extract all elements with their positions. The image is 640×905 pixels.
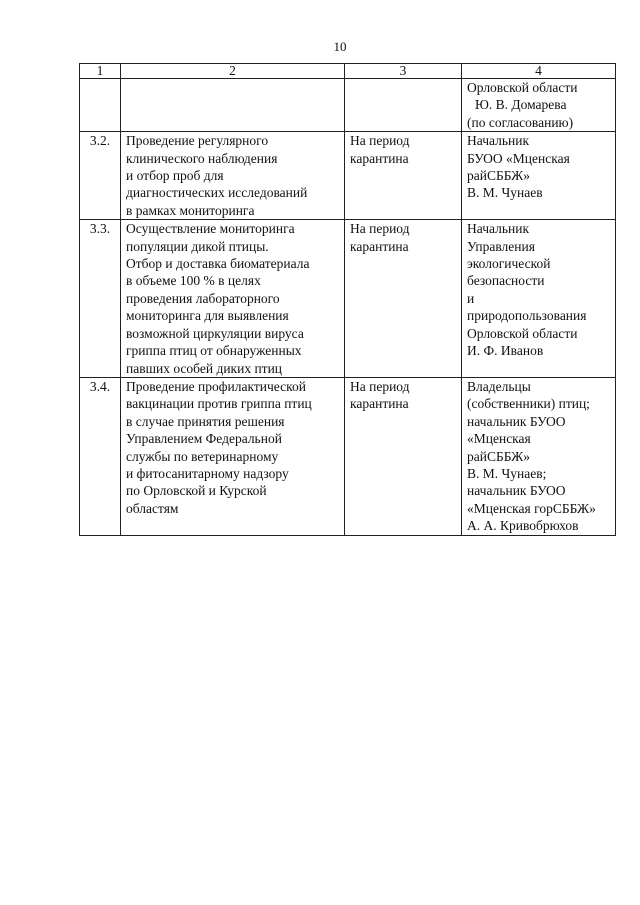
action-line: павших особей диких птиц	[126, 360, 283, 376]
period-line: На период	[350, 378, 410, 394]
number-cell	[80, 79, 121, 132]
action-line: клинического наблюдения	[126, 150, 278, 166]
responsible-line: БУОО «Мценская	[467, 150, 570, 166]
responsible-line: начальник БУОО	[467, 413, 566, 429]
action-line: мониторинга для выявления	[126, 308, 289, 324]
action-line: службы по ветеринарному	[126, 448, 279, 464]
responsible-cell	[462, 79, 616, 132]
action-line: и отбор проб для	[126, 168, 224, 184]
responsible-line: И. Ф. Иванов	[467, 343, 544, 359]
action-line: Отбор и доставка биоматериала	[126, 256, 310, 272]
row-number: 3.4.	[80, 377, 121, 535]
responsible-line: безопасности	[467, 273, 545, 289]
responsible-line: Управления	[467, 238, 535, 254]
action-cell	[121, 132, 345, 220]
table-row	[80, 377, 616, 535]
action-line: Проведение регулярного	[126, 133, 269, 149]
period-line: карантина	[350, 396, 409, 412]
responsible-line: Владельцы	[467, 378, 531, 394]
action-line: вакцинации против гриппа птиц	[126, 396, 312, 412]
action-line: по Орловской и Курской	[126, 483, 267, 499]
period-line: карантина	[350, 238, 409, 254]
action-line: и фитосанитарному надзору	[126, 465, 289, 481]
responsible-cell	[462, 132, 616, 220]
header-cell-4: 4	[462, 64, 616, 79]
responsible-line: Ю. В. Домарева	[475, 97, 567, 113]
responsible-line: райСББЖ»	[467, 168, 530, 184]
header-cell-3: 3	[345, 64, 462, 79]
period-line: карантина	[350, 150, 409, 166]
responsible-line: экологической	[467, 256, 551, 272]
responsible-cell	[462, 220, 616, 378]
responsible-line: Начальник	[467, 133, 530, 149]
responsible-line: Начальник	[467, 221, 530, 237]
action-line: диагностических исследований	[126, 185, 308, 201]
responsible-line: Орловской области	[467, 325, 578, 341]
responsible-line: (собственники) птиц;	[467, 396, 590, 412]
responsible-line: райСББЖ»	[467, 448, 530, 464]
responsible-line: «Мценская	[467, 431, 531, 447]
action-line: популяции дикой птицы.	[126, 238, 269, 254]
row-number: 3.2.	[80, 132, 121, 220]
action-line: Проведение профилактической	[126, 378, 306, 394]
header-cell-2: 2	[121, 64, 345, 79]
action-cell	[121, 377, 345, 535]
row-number: 3.3.	[80, 220, 121, 378]
table-header-row	[80, 64, 616, 79]
responsible-line: «Мценская горСББЖ»	[467, 500, 596, 516]
action-line: гриппа птиц от обнаруженных	[126, 343, 302, 359]
action-line: возможной циркуляции вируса	[126, 325, 304, 341]
responsible-line: начальник БУОО	[467, 483, 566, 499]
continuation-row	[80, 79, 616, 132]
responsible-line: и	[467, 290, 475, 306]
period-line: На период	[350, 221, 410, 237]
action-line: в объеме 100 % в целях	[126, 273, 261, 289]
measures-table	[79, 63, 616, 536]
period-cell	[345, 220, 462, 378]
responsible-line: природопользования	[467, 308, 587, 324]
action-cell	[121, 220, 345, 378]
action-line: в случае принятия решения	[126, 413, 285, 429]
period-cell	[345, 377, 462, 535]
responsible-line: Орловской области	[467, 80, 578, 95]
period-cell	[345, 79, 462, 132]
table-row	[80, 132, 616, 220]
table-row	[80, 220, 616, 378]
page-number: 10	[333, 39, 347, 54]
responsible-cell	[462, 377, 616, 535]
period-cell	[345, 132, 462, 220]
action-cell	[121, 79, 345, 132]
action-line: в рамках мониторинга	[126, 202, 255, 218]
responsible-line: В. М. Чунаев	[467, 185, 543, 201]
responsible-line: В. М. Чунаев;	[467, 465, 547, 481]
action-line: проведения лабораторного	[126, 290, 280, 306]
action-line: Осуществление мониторинга	[126, 221, 295, 237]
action-line: областям	[126, 500, 179, 516]
action-line: Управлением Федеральной	[126, 431, 282, 447]
header-cell-1: 1	[80, 64, 121, 79]
period-line: На период	[350, 133, 410, 149]
responsible-line: (по согласованию)	[467, 114, 574, 130]
responsible-line: А. А. Кривобрюхов	[467, 518, 579, 534]
